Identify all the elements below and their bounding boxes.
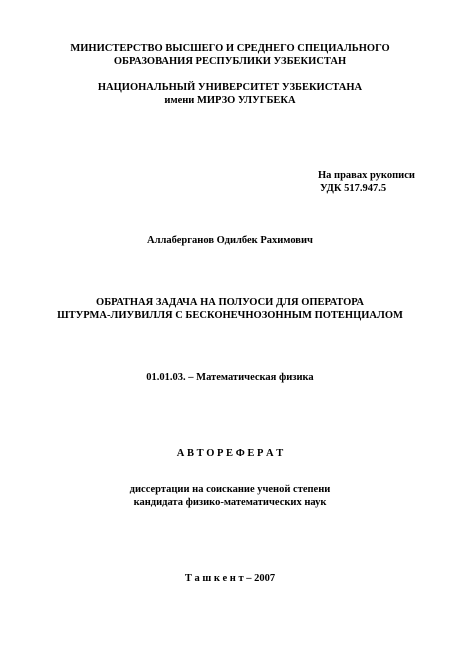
thesis-title-line-1: ОБРАТНАЯ ЗАДАЧА НА ПОЛУОСИ ДЛЯ ОПЕРАТОРА (96, 297, 364, 308)
degree-line-2: кандидата физико-математических наук (133, 497, 327, 508)
thesis-title-line-2: ШТУРМА-ЛИУВИЛЛЯ С БЕСКОНЕЧНОЗОННЫМ ПОТЕНЦИАЛОМ (57, 310, 403, 321)
university-line-2: имени МИРЗО УЛУГБЕКА (164, 95, 296, 106)
manuscript-rights-label: На правах рукописи (318, 170, 415, 181)
ministry-line-2: ОБРАЗОВАНИЯ РЕСПУБЛИКИ УЗБЕКИСТАН (113, 56, 347, 67)
ministry-line-1: МИНИСТЕРСТВО ВЫСШЕГО И СРЕДНЕГО СПЕЦИАЛЬНОГО (70, 43, 390, 54)
university-line-1: НАЦИОНАЛЬНЫЙ УНИВЕРСИТЕТ УЗБЕКИСТАНА (97, 82, 363, 93)
udc-code: УДК 517.947.5 (320, 183, 387, 194)
author-name: Аллаберганов Одилбек Рахимович (147, 235, 313, 246)
specialty-code: 01.01.03. – Математическая физика (146, 372, 314, 383)
degree-line-1: диссертации на соискание ученой степени (129, 484, 331, 495)
manuscript-rights-block (318, 169, 428, 195)
place-and-year: Т а ш к е н т – 2007 (184, 573, 276, 584)
abstract-heading: А В Т О Р Е Ф Е Р А Т (176, 448, 284, 459)
